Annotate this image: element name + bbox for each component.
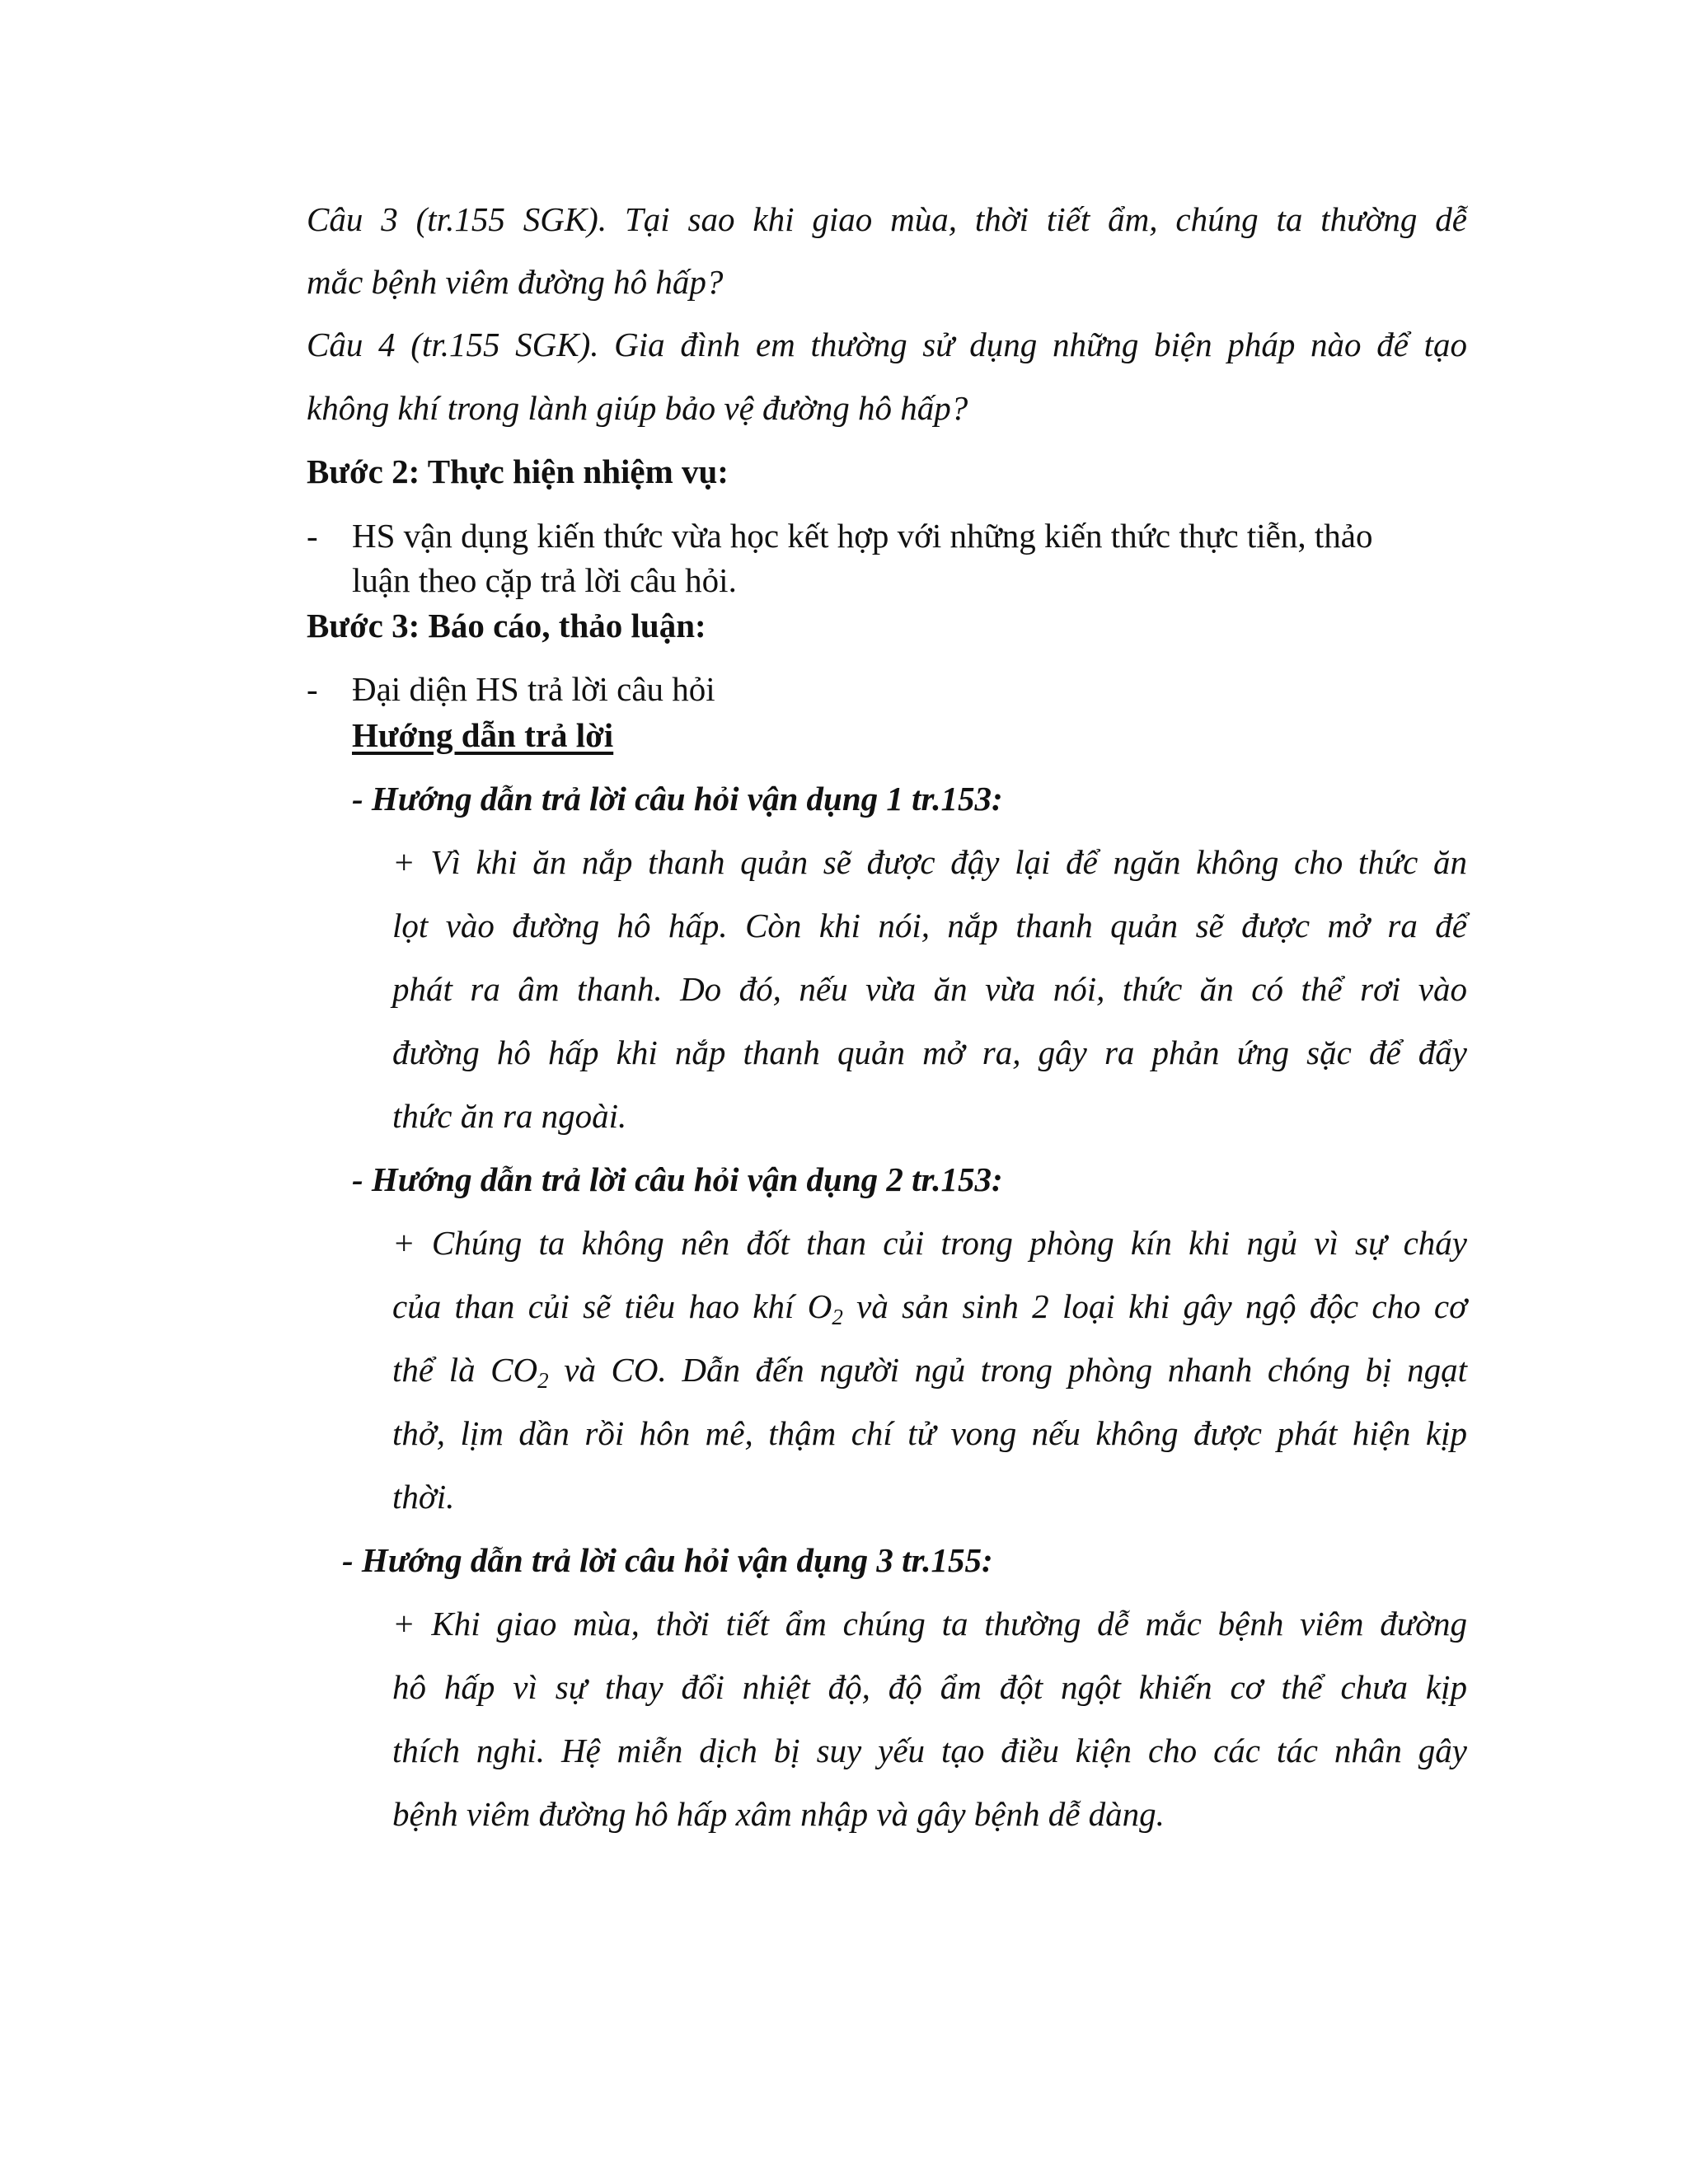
answer-1-line-2: lọt vào đường hô hấp. Còn khi nói, nắp thanh quản sẽ được mở ra để xyxy=(392,907,1467,944)
answer-2-heading: - Hướng dẫn trả lời câu hỏi vận dụng 2 tr.153: xyxy=(352,1160,1003,1198)
answer-3-line-3: thích nghi. Hệ miễn dịch bị suy yếu tạo điều kiện cho các tác nhân gây xyxy=(392,1732,1467,1769)
answer-1-line-1: + Vì khi ăn nắp thanh quản sẽ được đậy lại để ngăn không cho thức ăn xyxy=(392,843,1467,881)
question-4-line-2: không khí trong lành giúp bảo vệ đường hô hấp? xyxy=(307,389,968,427)
answer-2-line-2: của than củi sẽ tiêu hao khí $O_2$ và sản sinh 2 loại khi gây ngộ độc cho cơ xyxy=(392,1287,1468,1329)
answer-guide-title: Hướng dẫn trả lời xyxy=(352,716,614,754)
step-2-text-line-2: luận theo cặp trả lời câu hỏi. xyxy=(352,561,737,599)
answer-1-line-3: phát ra âm thanh. Do đó, nếu vừa ăn vừa nói, thức ăn có thể rơi vào xyxy=(392,970,1467,1008)
answer-3-line-4: bệnh viêm đường hô hấp xâm nhập và gây bệnh dễ dàng. xyxy=(392,1795,1165,1833)
answer-1-heading: - Hướng dẫn trả lời câu hỏi vận dụng 1 tr.153: xyxy=(352,780,1003,818)
question-4-line-1: Câu 4 (tr.155 SGK). Gia đình em thường sử dụng những biện pháp nào để tạo xyxy=(307,326,1467,363)
answer-3-line-1: + Khi giao mùa, thời tiết ẩm chúng ta thường dễ mắc bệnh viêm đường xyxy=(392,1605,1467,1643)
answer-2-line-5: thời. xyxy=(392,1478,455,1516)
answer-2-line-3: thể là $CO_2$ và CO. Dẫn đến người ngủ trong phòng nhanh chóng bị ngạt xyxy=(392,1351,1467,1393)
step-3-text-line-1: Đại diện HS trả lời câu hỏi xyxy=(352,670,715,708)
answer-1-line-4: đường hô hấp khi nắp thanh quản mở ra, gây ra phản ứng sặc để đẩy xyxy=(392,1033,1467,1071)
step-3-bullet: - xyxy=(307,670,318,708)
step-2-bullet: - xyxy=(307,517,318,555)
answer-3-heading: - Hướng dẫn trả lời câu hỏi vận dụng 3 tr.155: xyxy=(342,1541,993,1579)
step-2-heading: Bước 2: Thực hiện nhiệm vụ: xyxy=(307,452,729,490)
answer-2-line-4: thở, lịm dần rồi hôn mê, thậm chí tử vong nếu không được phát hiện kịp xyxy=(392,1414,1467,1452)
answer-2-line-1: + Chúng ta không nên đốt than củi trong phòng kín khi ngủ vì sự cháy xyxy=(392,1224,1467,1262)
question-3-line-2: mắc bệnh viêm đường hô hấp? xyxy=(307,263,724,301)
step-3-heading: Bước 3: Báo cáo, thảo luận: xyxy=(307,607,706,644)
step-2-text-line-1: HS vận dụng kiến thức vừa học kết hợp với những kiến thức thực tiễn, thảo xyxy=(352,517,1373,555)
answer-1-line-5: thức ăn ra ngoài. xyxy=(392,1097,627,1135)
question-3-line-1: Câu 3 (tr.155 SGK). Tại sao khi giao mùa, thời tiết ẩm, chúng ta thường dễ xyxy=(307,200,1467,238)
answer-3-line-2: hô hấp vì sự thay đổi nhiệt độ, độ ẩm đột ngột khiến cơ thể chưa kịp xyxy=(392,1668,1467,1706)
